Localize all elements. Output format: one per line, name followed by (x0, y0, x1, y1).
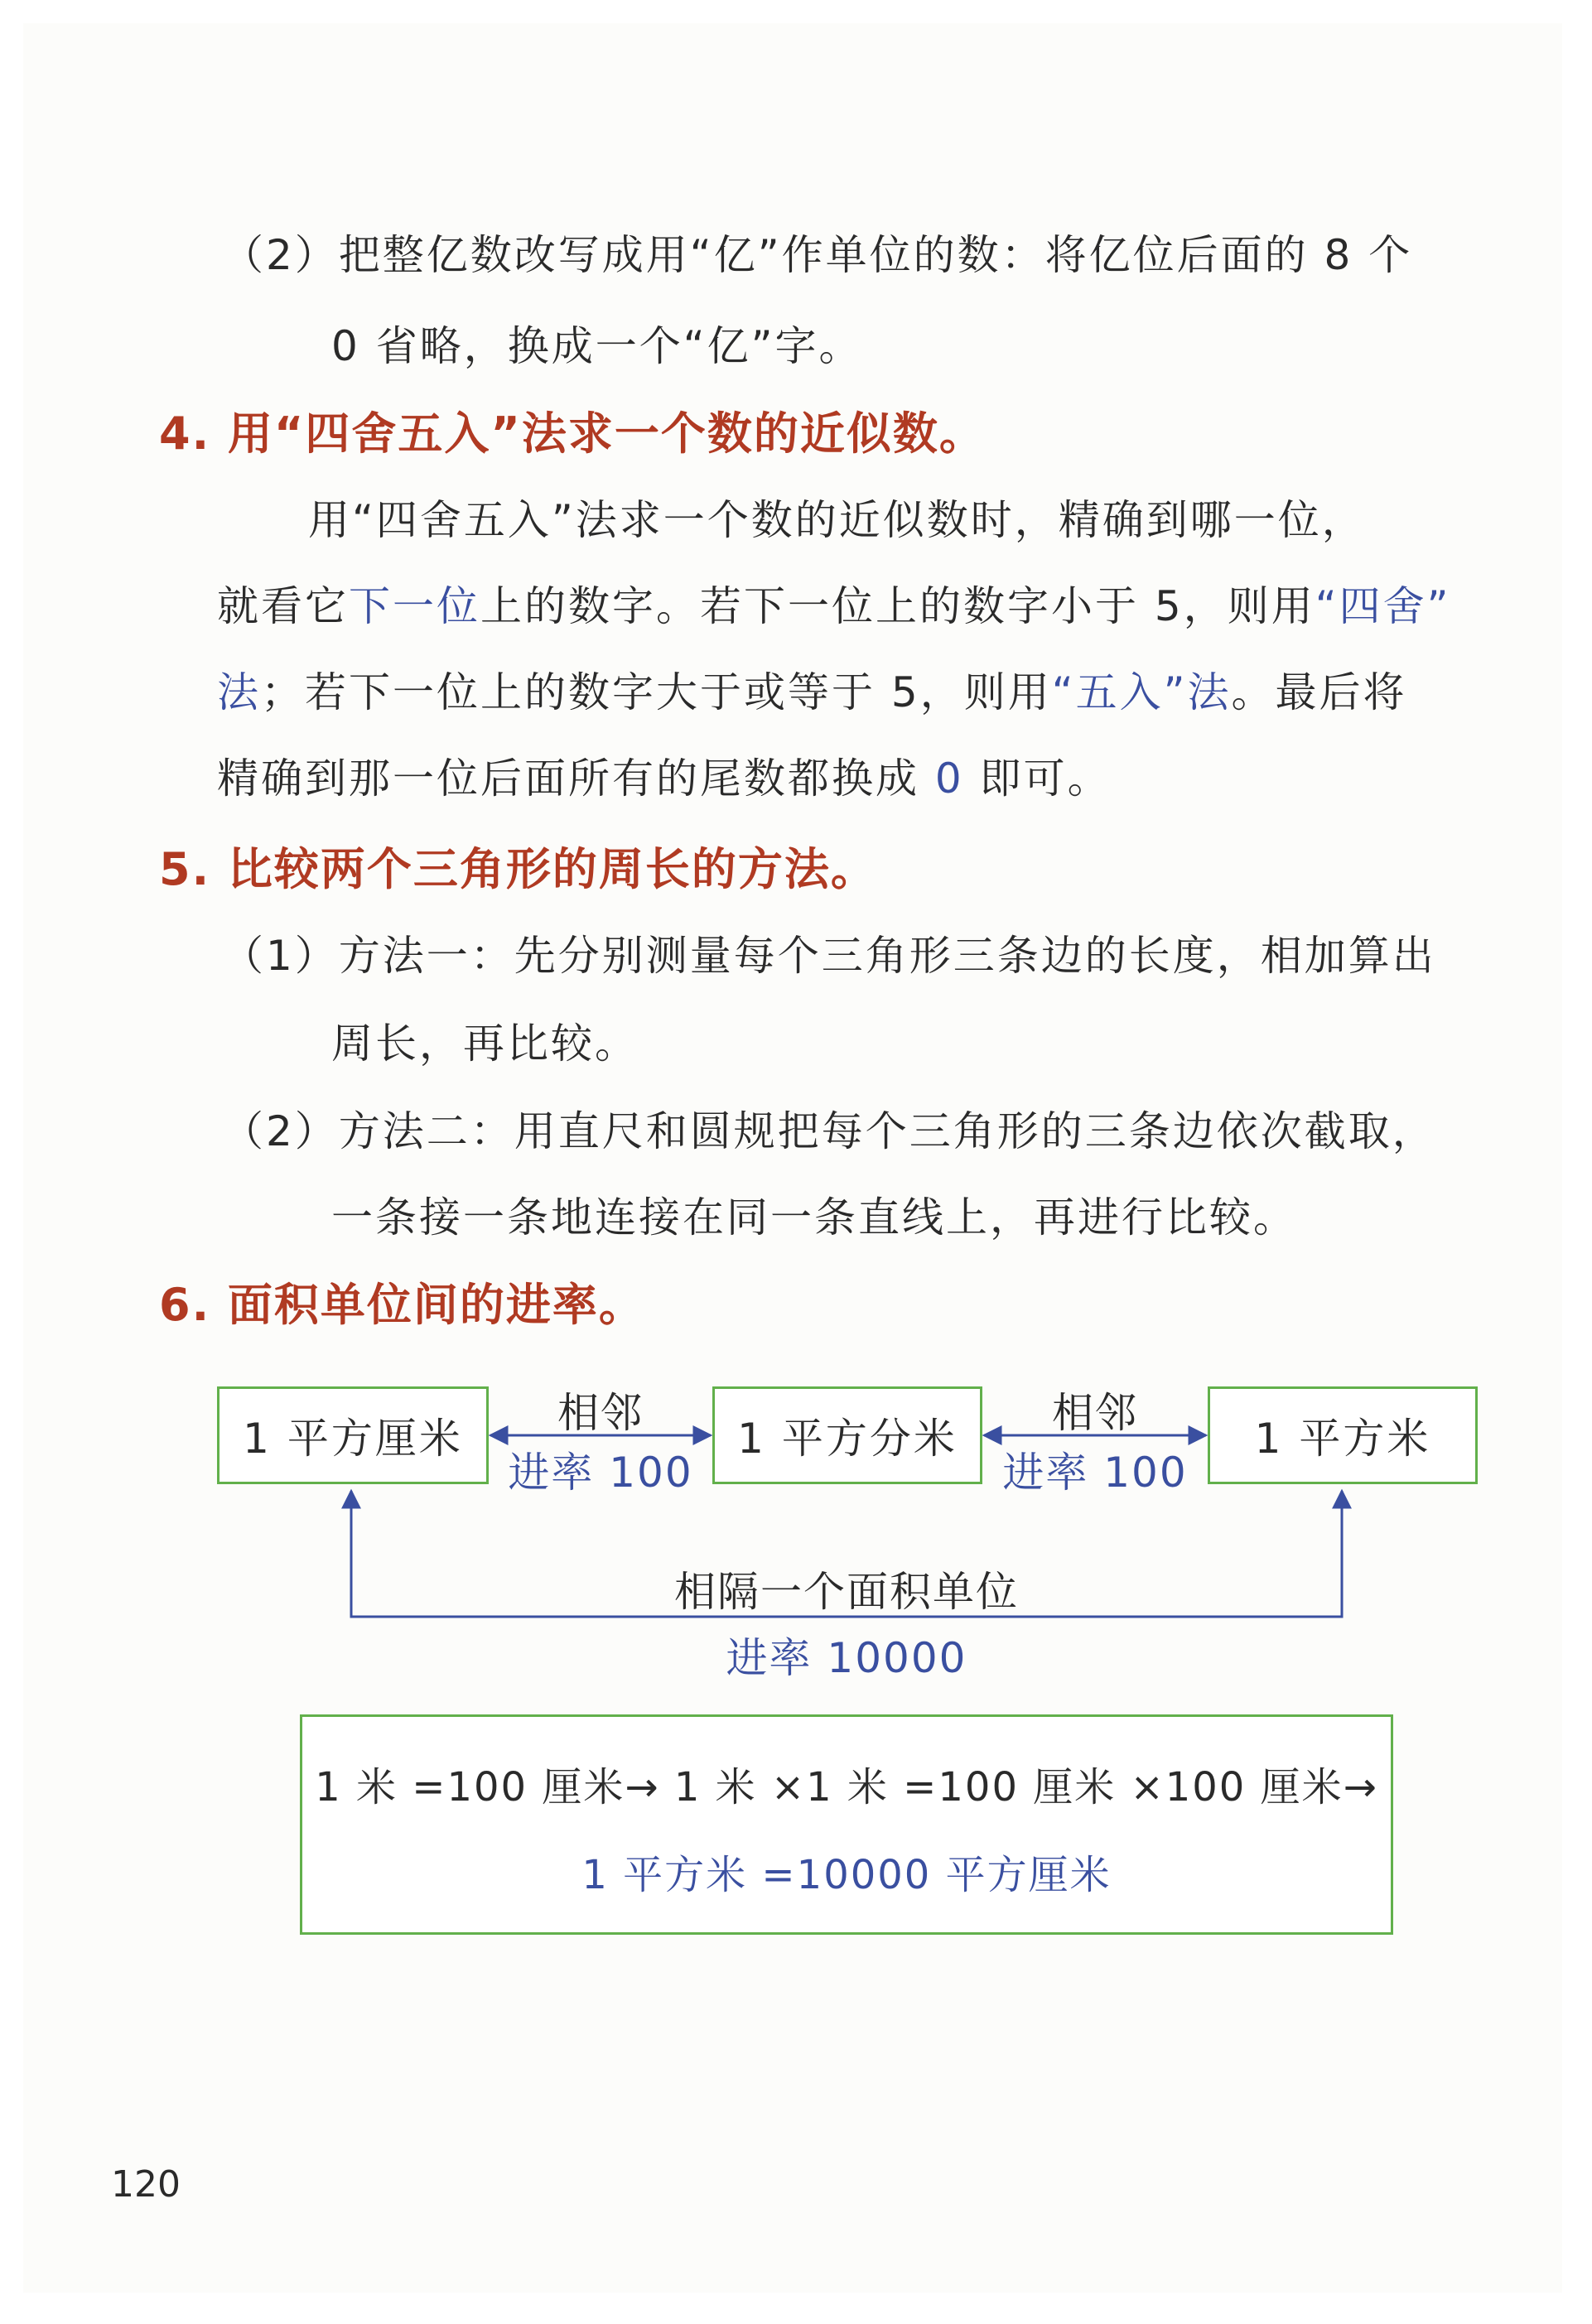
section-4-paragraph-line-1: 用“四舍五入”法求一个数的近似数时，精确到哪一位， (308, 496, 1366, 544)
gap-label: 相隔一个面积单位 (674, 1568, 1019, 1616)
highlight-next-digit: 下一位 (349, 582, 480, 630)
formula-line-2: 1 平方米 =10000 平方厘米 (581, 1852, 1112, 1898)
section-4-paragraph-line-4: 精确到那一位后面所有的尾数都换成 0 即可。 (217, 755, 1112, 803)
section-5-item-2-line-2: 一条接一条地连接在同一条直线上，再进行比较。 (331, 1193, 1297, 1242)
formula-line-1: 1 米 =100 厘米→ 1 米 ×1 米 =100 厘米 ×100 厘米→ (315, 1764, 1378, 1811)
section-5-item-2-line-1: （2）方法二：用直尺和圆规把每个三角形的三条边依次截取， (222, 1107, 1436, 1155)
adjacent-rate-1: 进率 100 (508, 1449, 693, 1497)
unit-box-square-centimeter: 1 平方厘米 (217, 1386, 489, 1484)
unit-box-square-decimeter: 1 平方分米 (712, 1386, 982, 1484)
gap-rate: 进率 10000 (726, 1634, 967, 1682)
unit-box-square-meter: 1 平方米 (1208, 1386, 1478, 1484)
adjacent-label-1: 相邻 (557, 1389, 644, 1437)
item-prefix: （2） (222, 231, 339, 279)
page-number: 120 (111, 2163, 181, 2206)
section-5-item-1-line-2: 周长，再比较。 (331, 1020, 639, 1068)
item-2-line-2: 0 省略，换成一个“亿”字。 (331, 322, 863, 370)
highlight-round-down: “四舍” (1315, 582, 1451, 630)
section-4-heading: 4. 用“四舍五入”法求一个数的近似数。 (159, 407, 986, 460)
formula-box (300, 1714, 1393, 1935)
section-4-paragraph-line-3: 法；若下一位上的数字大于或等于 5，则用“五入”法。最后将 (217, 668, 1407, 716)
section-5-item-1-line-1: （1）方法一：先分别测量每个三角形三条边的长度，相加算出 (222, 932, 1436, 980)
section-4-paragraph-line-2: 就看它下一位上的数字。若下一位上的数字小于 5，则用“四舍” (217, 582, 1451, 630)
adjacent-label-2: 相邻 (1052, 1389, 1138, 1437)
highlight-round-up: “五入”法 (1051, 668, 1232, 716)
section-6-heading: 6. 面积单位间的进率。 (159, 1279, 645, 1331)
section-5-heading: 5. 比较两个三角形的周长的方法。 (159, 843, 877, 895)
adjacent-rate-2: 进率 100 (1002, 1449, 1188, 1497)
highlight-zero: 0 (934, 755, 964, 803)
item-text: 把整亿数改写成用“亿”作单位的数：将亿位后面的 8 个 (338, 231, 1413, 279)
